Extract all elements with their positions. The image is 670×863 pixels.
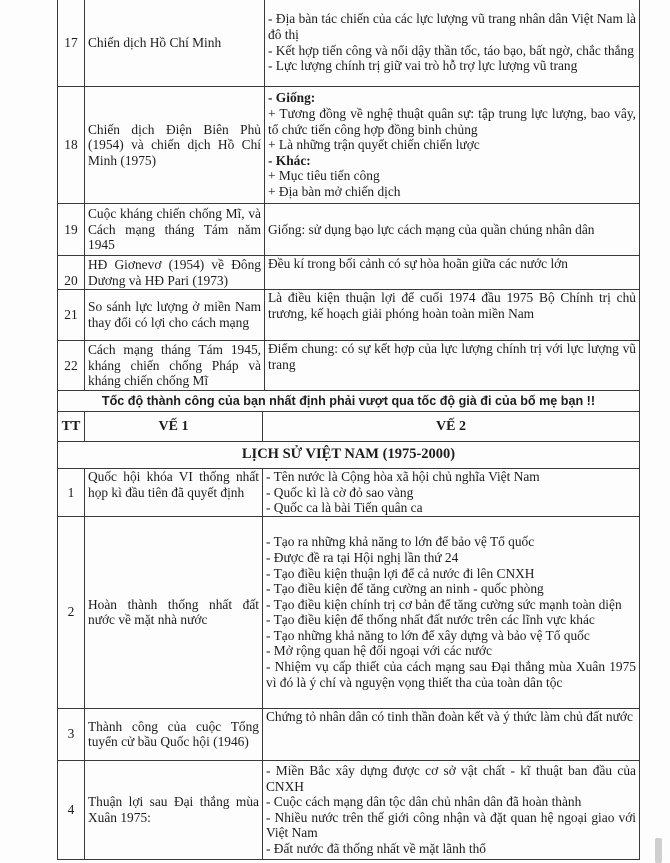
ve2-line: - Được đề ra tại Hội nghị lần thứ 24 <box>266 549 459 565</box>
row-number: 2 <box>58 516 85 708</box>
table-row <box>58 256 640 290</box>
ve2-line: - Quốc kì là cờ đỏ sao vàng <box>266 484 414 500</box>
header-tt: TT <box>58 412 85 442</box>
ve1-cell: Quốc hội khóa VI thống nhất họp kì đầu tiên đã quyết định <box>85 469 263 517</box>
ve2-line: + Địa bàn mở chiến dịch <box>268 183 401 199</box>
table-row <box>58 469 640 517</box>
ve1-cell: Hoàn thành thống nhất đất nước về mặt nhà nước <box>85 516 263 708</box>
ve2-line: - Tạo ra những khả năng to lớn để bảo vệ Tổ quốc <box>266 534 535 550</box>
ve2-line: - Cuộc cách mạng dân tộc dân chủ nhân dân đã hoàn thành <box>266 794 582 810</box>
row-number: 18 <box>58 87 85 204</box>
section-title-row <box>58 442 640 469</box>
ve2-line: Giống: sử dụng bạo lực cách mạng của quần chúng nhân dân <box>268 221 595 237</box>
ve2-cell <box>265 0 640 87</box>
ve2-line: + Là những trận quyết chiến chiến lược <box>268 137 480 153</box>
ve2-line: - Lực lượng chính trị giữ vai trò hỗ trợ lực lượng vũ trang <box>268 58 578 74</box>
row-number: 22 <box>58 341 85 391</box>
table-header-row <box>58 412 640 442</box>
ve2-cell <box>263 516 640 708</box>
ve2-cell <box>265 204 640 256</box>
comparison-table-part2 <box>57 390 640 860</box>
ve2-cell <box>265 341 640 391</box>
table-row <box>58 290 640 341</box>
ve2-cell <box>263 469 640 517</box>
ve2-line: Đều kí trong bối cảnh có sự hòa hoãn giữa các nước lớn <box>268 256 568 271</box>
ve1-cell: Thuận lợi sau Đại thắng mùa Xuân 1975: <box>85 760 263 859</box>
ve2-line: - Tạo điều kiện chính trị cơ bản để tăng cường sức mạnh toàn diện <box>266 596 622 612</box>
header-ve1: VẾ 1 <box>85 412 263 442</box>
ve2-line: - Nhiều nước trên thế giới công nhận và đặt quan hệ ngoại giao với Việt Nam <box>266 809 636 841</box>
ve2-cell <box>263 760 640 859</box>
table-row <box>58 204 640 256</box>
ve1-cell: Cách mạng tháng Tám 1945, kháng chiến chống Pháp và kháng chiến chống Mĩ <box>85 341 265 391</box>
ve2-line: - Tạo điều kiện thuận lợi để cả nước đi lên CNXH <box>266 565 535 581</box>
row-number: 1 <box>58 469 85 517</box>
ve2-line: - Địa bàn tác chiến của các lực lượng vũ trang nhân dân Việt Nam là đô thị <box>268 11 636 42</box>
ve1-cell: Cuộc kháng chiến chống Mĩ, và Cách mạng tháng Tám năm 1945 <box>85 204 265 256</box>
comparison-table-part1 <box>57 0 640 391</box>
ve1-cell: Thành công của cuộc Tổng tuyển cử bầu Quốc hội (1946) <box>85 708 263 760</box>
motivational-banner-row <box>58 391 640 412</box>
row-number: 3 <box>58 708 85 760</box>
row-number: 4 <box>58 760 85 859</box>
ve1-cell: HĐ Giơnevơ (1954) về Đông Dương và HĐ Pari (1973) <box>85 256 265 290</box>
ve2-cell <box>263 708 640 760</box>
header-ve2: VẾ 2 <box>263 412 640 442</box>
ve1-cell: So sánh lực lượng ở miền Nam thay đổi có lợi cho cách mạng <box>85 290 265 341</box>
row-number: 20 <box>58 256 85 290</box>
table-row <box>58 516 640 708</box>
ve2-cell <box>265 290 640 341</box>
ve2-line: - Giống: <box>268 90 316 106</box>
ve2-line: - Tạo điều kiện để tăng cường an ninh - quốc phòng <box>266 581 544 597</box>
ve2-line: - Tạo những khả năng to lớn để xây dựng và bảo vệ Tổ quốc <box>266 627 590 643</box>
ve2-line: - Miền Bắc xây dựng được cơ sở vật chất - kĩ thuật ban đầu của CNXH <box>266 763 636 794</box>
motivational-banner: Tốc độ thành công của bạn nhất định phải vượt qua tốc độ già đi của bố mẹ bạn !! <box>58 391 640 412</box>
ve2-line: Điểm chung: có sự kết hợp của lực lượng chính trị với lực lượng vũ trang <box>268 341 636 372</box>
ve2-line: + Tương đồng về nghệ thuật quân sự: tập trung lực lượng, bao vây, tổ chức tiến công hợp đồng binh chủng <box>268 106 636 137</box>
ve2-line: - Quốc ca là bài Tiến quân ca <box>266 500 423 516</box>
ve2-line: + Mục tiêu tiến công <box>268 168 380 184</box>
table-row <box>58 0 640 87</box>
row-number: 19 <box>58 204 85 256</box>
table-row <box>58 341 640 391</box>
table-row <box>58 87 640 204</box>
ve2-cell <box>265 87 640 204</box>
ve2-line: - Đất nước đã thống nhất về mặt lãnh thổ <box>266 840 486 856</box>
row-number: 21 <box>58 290 85 341</box>
ve2-line: - Kết hợp tiến công và nổi dậy thần tốc, táo bạo, bất ngờ, chắc thắng <box>268 42 634 58</box>
ve2-line: - Mở rộng quan hệ đối ngoại với các nước <box>266 643 492 659</box>
row-number: 17 <box>58 0 85 87</box>
ve2-line: - Tạo điều kiện để thống nhất đất nước trên các lĩnh vực khác <box>266 612 595 628</box>
ve2-cell <box>265 256 640 290</box>
ve1-cell: Chiến dịch Điện Biên Phủ (1954) và chiến dịch Hồ Chí Minh (1975) <box>85 87 265 204</box>
ve2-line: - Khác: <box>268 152 311 168</box>
ve1-cell: Chiến dịch Hồ Chí Minh <box>85 0 265 87</box>
table-row <box>58 708 640 760</box>
ve2-line: Chứng tỏ nhân dân có tinh thần đoàn kết và ý thức làm chủ đất nước <box>266 708 633 724</box>
table-row <box>58 760 640 859</box>
ve2-line: - Tên nước là Cộng hòa xã hội chủ nghĩa Việt Nam <box>266 469 540 484</box>
section-title: LỊCH SỬ VIỆT NAM (1975-2000) <box>58 442 640 469</box>
ve2-line: Là điều kiện thuận lợi để cuối 1974 đầu 1975 Bộ Chính trị chủ trương, kế hoạch giải phóng hoàn toàn miền Nam <box>268 290 636 321</box>
ve2-line: - Nhiệm vụ cấp thiết của cách mạng sau Đại thắng mùa Xuân 1975 vì đó là ý chí và nguyện vọng thiết tha của toàn dân tộc <box>266 659 636 690</box>
scrollbar-thumb[interactable] <box>655 838 662 863</box>
